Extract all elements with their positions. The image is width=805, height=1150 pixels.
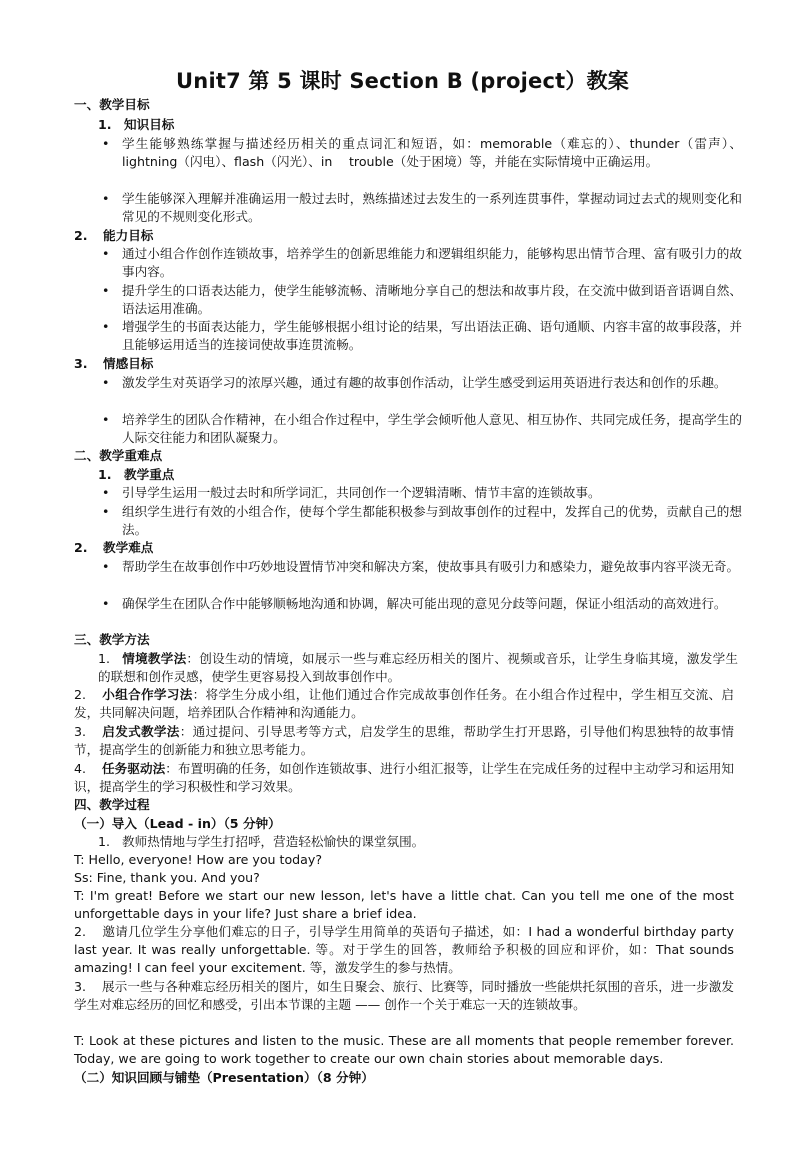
- bullet-text: 组织学生进行有效的小组合作，使每个学生都能积极参与到故事创作的过程中，发挥自己的优势，贡献自己的想法。: [122, 504, 742, 537]
- bullet-text: 引导学生运用一般过去时和所学词汇，共同创作一个逻辑清晰、情节丰富的连锁故事。: [122, 485, 601, 500]
- bullet-item: [102, 484, 742, 502]
- method-text: ：创设生动的情境，如展示一些与难忘经历相关的图片、视频或音乐，让学生身临其境，激发学生的联想和创作灵感，使学生更容易投入到故事创作中。: [98, 651, 738, 684]
- subheading-number: 2.: [74, 540, 88, 555]
- section-heading-key-points: 二、教学重难点: [74, 448, 163, 463]
- method-number: 3.: [74, 724, 87, 739]
- step-item: [74, 923, 734, 977]
- bullet-icon: •: [102, 485, 110, 500]
- bullet-item: [102, 595, 742, 613]
- method-item: [74, 723, 734, 759]
- method-text: ：通过提问、引导思考等方式，启发学生的思维，帮助学生打开思路，引导他们构思独特的故事情节，提高学生的创新能力和独立思考能力。: [74, 724, 735, 757]
- step-text: 邀请几位学生分享他们难忘的日子，引导学生用简单的英语句子描述，如：I had a wonderful birthday party last year. It was really unforgettable. 等。对于学生的回答，教师给予积极的回应和评价，如：That sounds amazing! I can feel your excitement. 等，激发学生的参与热情。: [74, 924, 734, 975]
- step-item: [98, 833, 738, 851]
- method-label: 情境教学法: [122, 651, 187, 666]
- subheading-label: 情感目标: [103, 356, 154, 371]
- bullet-item: [102, 374, 742, 392]
- method-item: [74, 686, 734, 722]
- subheading-ability-goals: [74, 227, 153, 245]
- step-item: [74, 978, 734, 1014]
- method-text: ：布置明确的任务，如创作连锁故事、进行小组汇报等，让学生在完成任务的过程中主动学习和运用知识，提高学生的学习积极性和学习效果。: [74, 761, 735, 794]
- bullet-text: 增强学生的书面表达能力，学生能够根据小组讨论的结果，写出语法正确、语句通顺、内容丰富的故事段落，并且能够运用适当的连接词使故事连贯流畅。: [122, 319, 742, 352]
- bullet-text: 确保学生在团队合作中能够顺畅地沟通和协调，解决可能出现的意见分歧等问题，保证小组活动的高效进行。: [122, 596, 727, 611]
- bullet-icon: •: [102, 283, 110, 298]
- step-text: 展示一些与各种难忘经历相关的图片，如生日聚会、旅行、比赛等，同时播放一些能烘托氛围的音乐，进一步激发学生对难忘经历的回忆和感受，引出本节课的主题 —— 创作一个关于难忘一天的连锁故事。: [74, 979, 734, 1012]
- document-title: Unit7 第 5 课时 Section B (project）教案: [176, 69, 629, 93]
- bullet-item: [102, 135, 742, 171]
- bullet-icon: •: [102, 412, 110, 427]
- bullet-icon: •: [102, 319, 110, 334]
- subheading-label: 知识目标: [124, 117, 175, 132]
- bullet-icon: •: [102, 246, 110, 261]
- subheading-number: 1.: [98, 467, 112, 482]
- subheading-number: 3.: [74, 356, 88, 371]
- subheading-number: 2.: [74, 228, 88, 243]
- bullet-item: [102, 558, 742, 576]
- section-heading-teaching-goals: 一、教学目标: [74, 97, 150, 112]
- bullet-icon: •: [102, 596, 110, 611]
- dialog-line: Ss: Fine, thank you. And you?: [74, 870, 260, 885]
- method-number: 2.: [74, 687, 87, 702]
- method-label: 小组合作学习法: [102, 687, 193, 702]
- method-number: 4.: [74, 761, 87, 776]
- bullet-item: [102, 411, 742, 447]
- bullet-text: 提升学生的口语表达能力，使学生能够流畅、清晰地分享自己的想法和故事片段，在交流中做到语音语调自然、语法运用准确。: [122, 283, 742, 316]
- subheading-number: 1.: [98, 117, 112, 132]
- bullet-text: 激发学生对英语学习的浓厚兴趣，通过有趣的故事创作活动，让学生感受到运用英语进行表达和创作的乐趣。: [122, 375, 727, 390]
- dialog-line: T: Hello, everyone! How are you today?: [74, 852, 323, 867]
- bullet-item: [102, 190, 742, 226]
- bullet-text: 通过小组合作创作连锁故事，培养学生的创新思维能力和逻辑组织能力，能够构思出情节合理、富有吸引力的故事内容。: [122, 246, 742, 279]
- bullet-text: 学生能够熟练掌握与描述经历相关的重点词汇和短语，如：memorable（难忘的）、thunder（雷声）、lightning（闪电）、flash（闪光）、in trouble（处于困境）等，并能在实际情境中正确运用。: [122, 136, 742, 169]
- method-label: 任务驱动法: [102, 761, 166, 776]
- method-number: 1.: [98, 651, 111, 666]
- bullet-icon: •: [102, 504, 110, 519]
- bullet-item: [102, 318, 742, 354]
- subheading-label: 能力目标: [103, 228, 154, 243]
- bullet-icon: •: [102, 136, 110, 151]
- subheading-teaching-difficulty: [74, 539, 153, 557]
- step-text: 教师热情地与学生打招呼，营造轻松愉快的课堂氛围。: [122, 834, 425, 849]
- method-item: [98, 650, 738, 686]
- step-number: 2.: [74, 924, 87, 939]
- bullet-item: [102, 245, 742, 281]
- step-number: 1.: [98, 834, 111, 849]
- bullet-text: 帮助学生在故事创作中巧妙地设置情节冲突和解决方案，使故事具有吸引力和感染力，避免故事内容平淡无奇。: [122, 559, 740, 574]
- subheading-label: 教学难点: [103, 540, 154, 555]
- method-item: [74, 760, 734, 796]
- step-number: 3.: [74, 979, 87, 994]
- bullet-item: [102, 282, 742, 318]
- subheading-label: 教学重点: [124, 467, 175, 482]
- section-heading-teaching-methods: 三、教学方法: [74, 632, 150, 647]
- subheading-teaching-focus: [98, 466, 174, 484]
- method-text: ：将学生分成小组，让他们通过合作完成故事创作任务。在小组合作过程中，学生相互交流、启发，共同解决问题，培养团队合作精神和沟通能力。: [74, 687, 735, 720]
- subheading-knowledge-goals: [98, 116, 174, 134]
- subheading-emotional-goals: [74, 355, 153, 373]
- dialog-line: T: I'm great! Before we start our new lesson, let's have a little chat. Can you tell me one of the most unforgettable days in your life? Just share a brief idea.: [74, 888, 734, 921]
- section-heading-teaching-process: 四、教学过程: [74, 797, 150, 812]
- bullet-text: 学生能够深入理解并准确运用一般过去时，熟练描述过去发生的一系列连贯事件，掌握动词过去式的规则变化和常见的不规则变化形式。: [122, 191, 742, 224]
- bullet-icon: •: [102, 559, 110, 574]
- part-heading-presentation: （二）知识回顾与铺垫（Presentation）（8 分钟）: [74, 1070, 374, 1085]
- part-heading-lead-in: （一）导入（Lead - in）（5 分钟）: [74, 816, 281, 831]
- bullet-icon: •: [102, 191, 110, 206]
- bullet-icon: •: [102, 375, 110, 390]
- bullet-text: 培养学生的团队合作精神，在小组合作过程中，学生学会倾听他人意见、相互协作、共同完成任务，提高学生的人际交往能力和团队凝聚力。: [122, 412, 742, 445]
- bullet-item: [102, 503, 742, 539]
- dialog-line: T: Look at these pictures and listen to the music. These are all moments that people remember forever. Today, we are going to work together to create our own chain stories about memorable days.: [74, 1033, 734, 1066]
- method-label: 启发式教学法: [102, 724, 180, 739]
